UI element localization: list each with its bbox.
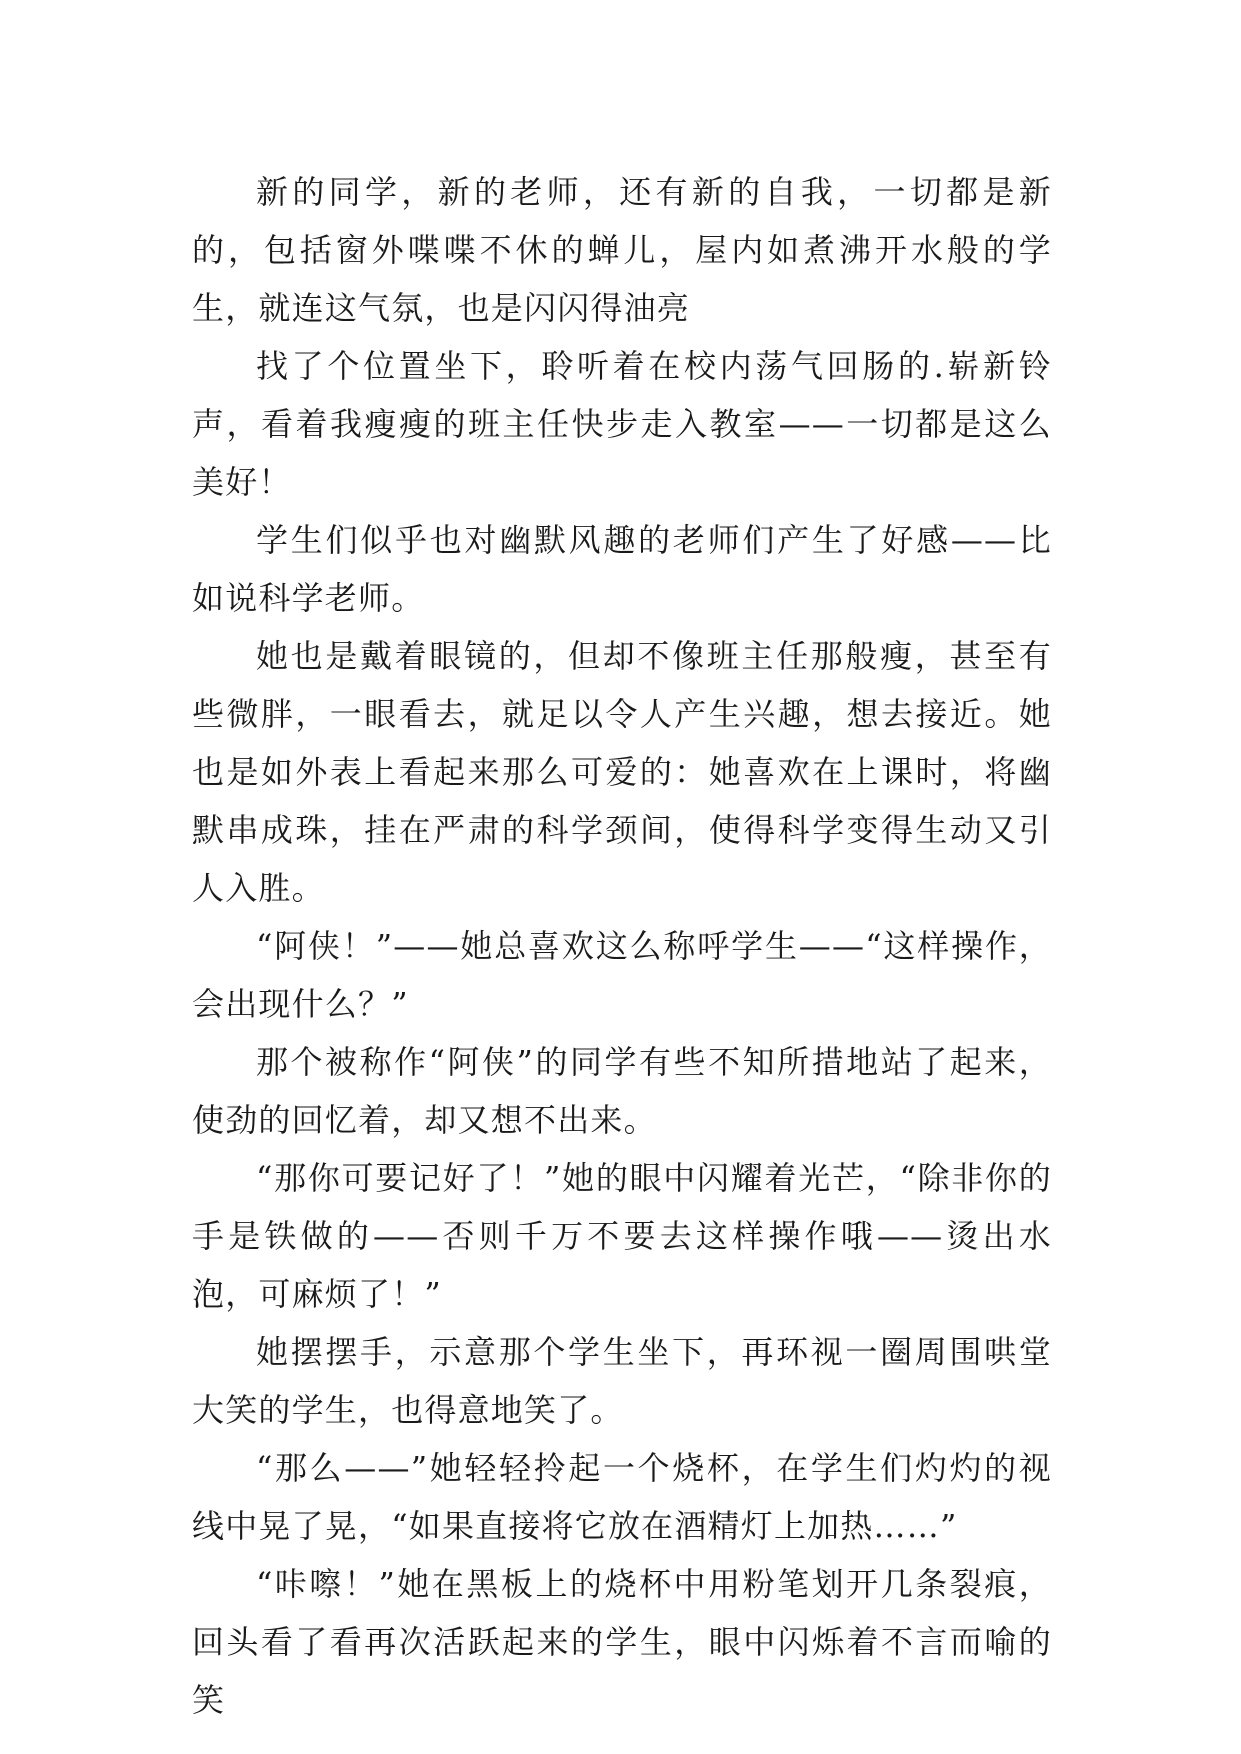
paragraph: “那你可要记好了！”她的眼中闪耀着光芒，“除非你的手是铁做的——否则千万不要去这样操作哦——烫出水泡，可麻烦了！” <box>192 1159 1052 1313</box>
paragraph: 她也是戴着眼镜的，但却不像班主任那般瘦，甚至有些微胖，一眼看去，就足以令人产生兴趣，想去接近。她也是如外表上看起来那么可爱的：她喜欢在上课时，将幽默串成珠，挂在严肃的科学颈间，使得科学变得生动又引人入胜。 <box>192 637 1052 907</box>
paragraph: 学生们似乎也对幽默风趣的老师们产生了好感——比如说科学老师。 <box>192 521 1052 617</box>
document-body <box>192 163 1052 1729</box>
paragraph: 新的同学，新的老师，还有新的自我，一切都是新的，包括窗外喋喋不休的蝉儿，屋内如煮沸开水般的学生，就连这气氛，也是闪闪得油亮 <box>192 173 1052 327</box>
paragraph: “那么——”她轻轻拎起一个烧杯，在学生们灼灼的视线中晃了晃，“如果直接将它放在酒精灯上加热……” <box>192 1449 1052 1545</box>
paragraph: “阿侠！”——她总喜欢这么称呼学生——“这样操作，会出现什么？” <box>192 927 1052 1023</box>
paragraph: 她摆摆手，示意那个学生坐下，再环视一圈周围哄堂大笑的学生，也得意地笑了。 <box>192 1333 1052 1429</box>
paragraph: 找了个位置坐下，聆听着在校内荡气回肠的.崭新铃声，看着我瘦瘦的班主任快步走入教室——一切都是这么美好！ <box>192 347 1052 501</box>
paragraph: 那个被称作“阿侠”的同学有些不知所措地站了起来，使劲的回忆着，却又想不出来。 <box>192 1043 1052 1139</box>
paragraph: “咔嚓！”她在黑板上的烧杯中用粉笔划开几条裂痕，回头看了看再次活跃起来的学生，眼中闪烁着不言而喻的笑 <box>192 1565 1052 1719</box>
